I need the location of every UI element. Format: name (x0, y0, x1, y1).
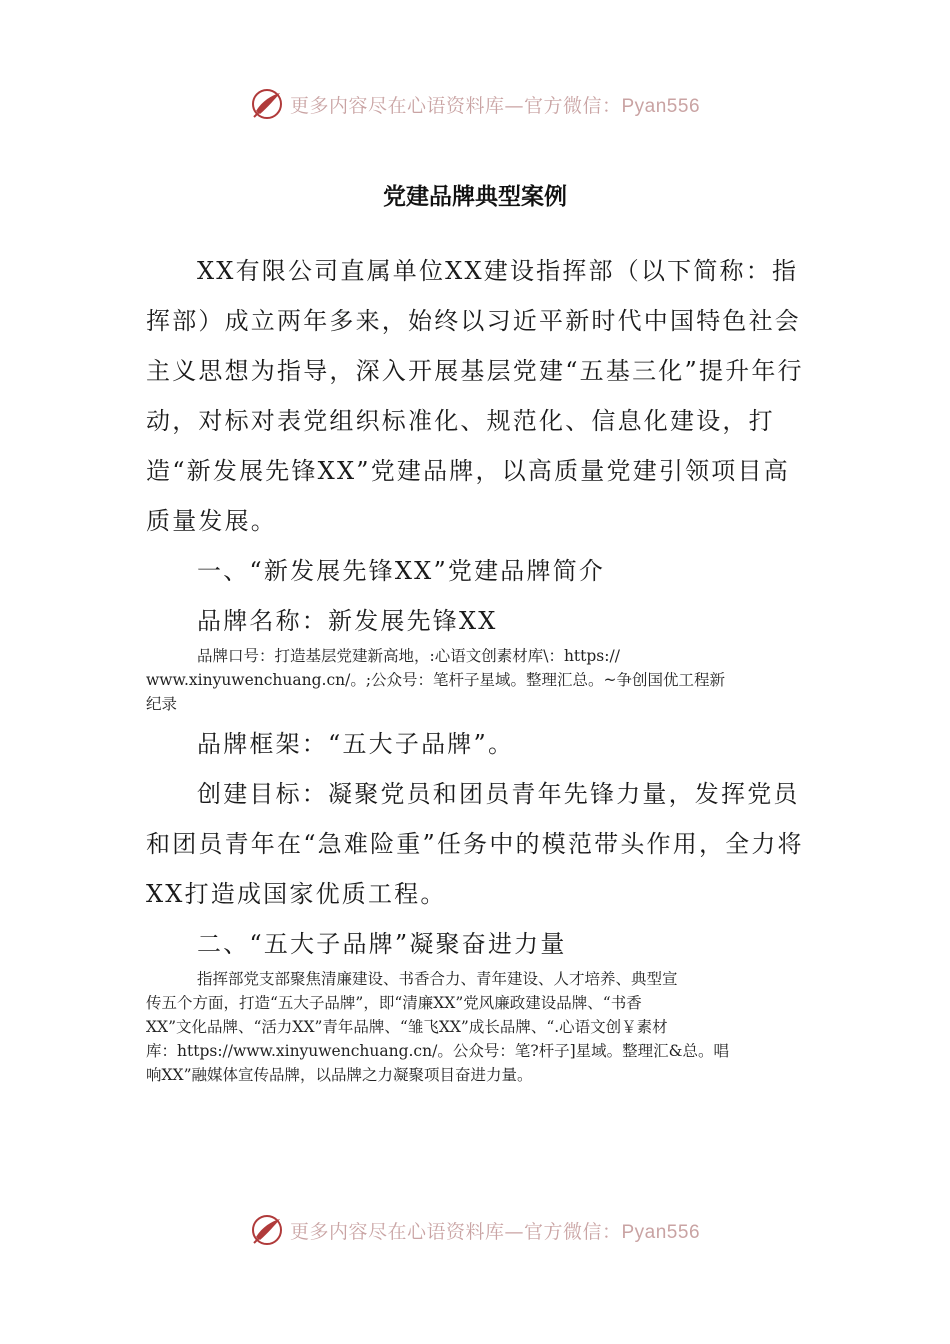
brand-slogan-line-1: 品牌口号：打造基层党建新高地，:心语文创素材库\：https:// (197, 647, 620, 665)
footer-watermark (0, 1210, 950, 1250)
intro-paragraph: XX有限公司直属单位XX建设指挥部（以下简称：指挥部）成立两年多来，始终以习近平新时代中国特色社会主义思想为指导，深入开展基层党建“五基三化”提升年行动，对标对表党组织标准化、规范化、信息化建设，打造“新发展先锋XX”党建品牌，以高质量党建引领项目高质量发展。 (146, 257, 804, 535)
brand-slogan-line-2: www.xinyuwenchuang.cn/。;公众号：笔杆子星域。整理汇总。~争创国优工程新 (146, 671, 726, 689)
section2-line-5: 响XX”融媒体宣传品牌，以品牌之力凝聚项目奋进力量。 (146, 1066, 533, 1084)
section2-line-4: 库：https://www.xinyuwenchuang.cn/。公众号：笔?杆子]星域。整理汇&总。唱 (146, 1042, 729, 1060)
section-1-cont (146, 719, 810, 969)
section-heading: 一、“新发展先锋XX”党建品牌简介 (197, 557, 606, 585)
document-body (146, 246, 810, 546)
document-title: 党建品牌典型案例 (383, 183, 567, 210)
watermark-text: 更多内容尽在心语资料库—官方微信：Pyan556 (289, 94, 701, 117)
watermark-text: 更多内容尽在心语资料库—官方微信：Pyan556 (289, 1220, 701, 1243)
section2-line-1: 指挥部党支部聚焦清廉建设、书香合力、青年建设、人才培养、典型宣 (197, 970, 678, 988)
brand-slogan-line-3: 纪录 (146, 695, 178, 713)
pen-nib-logo-icon (250, 1213, 284, 1247)
pen-nib-logo-icon (250, 87, 284, 121)
section-heading-2: 二、“五大子品牌”凝聚奋进力量 (197, 930, 567, 958)
brand-name-line: 品牌名称：新发展先锋XX (197, 607, 498, 635)
section-2-body (146, 967, 810, 1087)
section-1 (146, 546, 810, 646)
header-watermark (0, 84, 950, 124)
section2-line-2: 传五个方面，打造“五大子品牌”，即“清廉XX”党风廉政建设品牌、“书香 (146, 994, 642, 1012)
brand-slogan (146, 644, 810, 716)
brand-framework-line: 品牌框架：“五大子品牌”。 (197, 730, 515, 758)
goal-paragraph: 创建目标：凝聚党员和团员青年先锋力量，发挥党员和团员青年在“急难险重”任务中的模范带头作用，全力将XX打造成国家优质工程。 (146, 780, 804, 908)
section2-line-3: XX”文化品牌、“活力XX”青年品牌、“雏飞XX”成长品牌、“.心语文创￥素材 (146, 1018, 668, 1036)
